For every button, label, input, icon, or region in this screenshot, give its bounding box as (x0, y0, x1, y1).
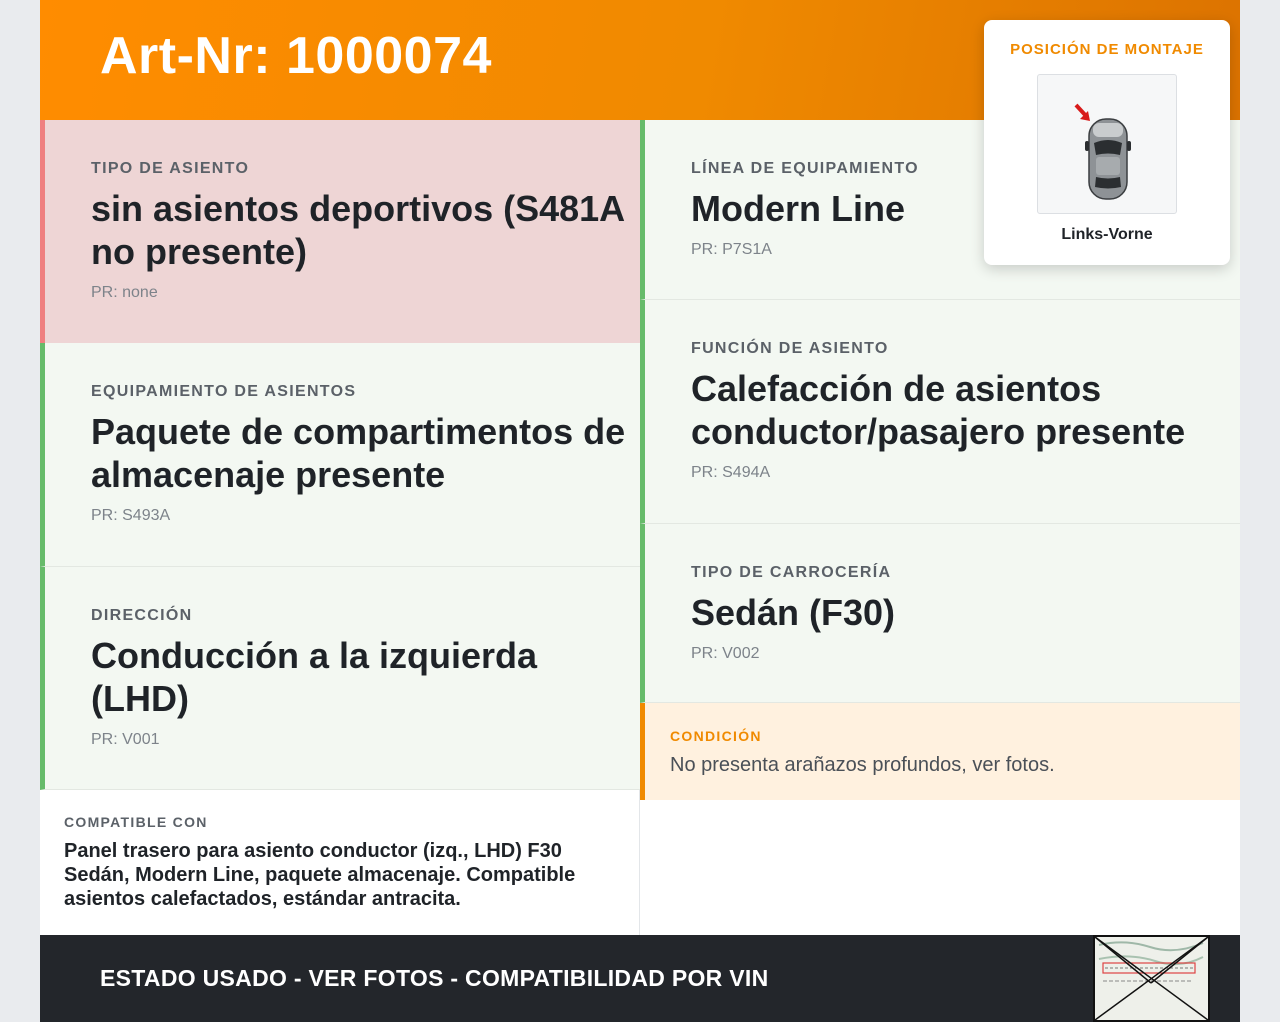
info-card-steering (40, 567, 640, 790)
arrow-icon (1076, 105, 1090, 121)
footer-bar (40, 935, 1240, 1022)
mounting-position-panel (984, 20, 1230, 265)
footer-text: ESTADO USADO - VER FOTOS - COMPATIBILIDAD POR VIN (100, 965, 769, 991)
card-value: Modern Line (691, 188, 905, 229)
card-pr-code: PR: V002 (691, 645, 760, 662)
info-card-seat-type (40, 120, 640, 343)
compatibility-text: Panel trasero para asiento conductor (izq., LHD) F30 Sedán, Modern Line, paquete almacenaje. Compatible asientos calefactados, estándar antracita. (64, 840, 576, 910)
card-label: FUNCIÓN DE ASIENTO (691, 340, 889, 357)
card-pr-code: PR: S493A (91, 507, 171, 524)
mounting-position-caption: Links-Vorne (1061, 226, 1153, 243)
card-pr-code: PR: V001 (91, 731, 160, 748)
card-label: LÍNEA DE EQUIPAMIENTO (691, 160, 919, 177)
card-label: EQUIPAMIENTO DE ASIENTOS (91, 383, 357, 400)
registration-document-thumbnail-icon[interactable] (1093, 935, 1210, 1022)
card-value: Paquete de compartimentos de almacenaje presente (91, 411, 626, 495)
page-title: Art-Nr: 1000074 (100, 27, 492, 85)
info-card-seat-equipment (40, 343, 640, 567)
car-body (1085, 119, 1131, 199)
card-pr-code: PR: S494A (691, 464, 771, 481)
info-card-seat-function (640, 300, 1240, 524)
condition-box (640, 703, 1240, 800)
info-card-body-type (640, 524, 1240, 703)
car-top-view-icon (1037, 74, 1177, 214)
condition-label: CONDICIÓN (670, 728, 762, 744)
card-label: TIPO DE CARROCERÍA (691, 564, 892, 581)
card-value: Conducción a la izquierda (LHD) (91, 635, 538, 719)
card-value: sin asientos deportivos (S481A no presente) (91, 188, 624, 272)
card-label: DIRECCIÓN (91, 607, 193, 624)
card-pr-code: PR: none (91, 284, 158, 301)
page (40, 0, 1240, 1022)
card-value: Sedán (F30) (691, 592, 896, 633)
compatibility-box (40, 790, 640, 935)
card-label: TIPO DE ASIENTO (91, 160, 250, 177)
mounting-position-label: POSICIÓN DE MONTAJE (1010, 41, 1204, 58)
card-pr-code: PR: P7S1A (691, 241, 772, 258)
compatibility-label: COMPATIBLE CON (64, 814, 208, 830)
card-value: Calefacción de asientos conductor/pasajero presente (691, 368, 1186, 452)
condition-text: No presenta arañazos profundos, ver fotos. (670, 754, 1055, 776)
